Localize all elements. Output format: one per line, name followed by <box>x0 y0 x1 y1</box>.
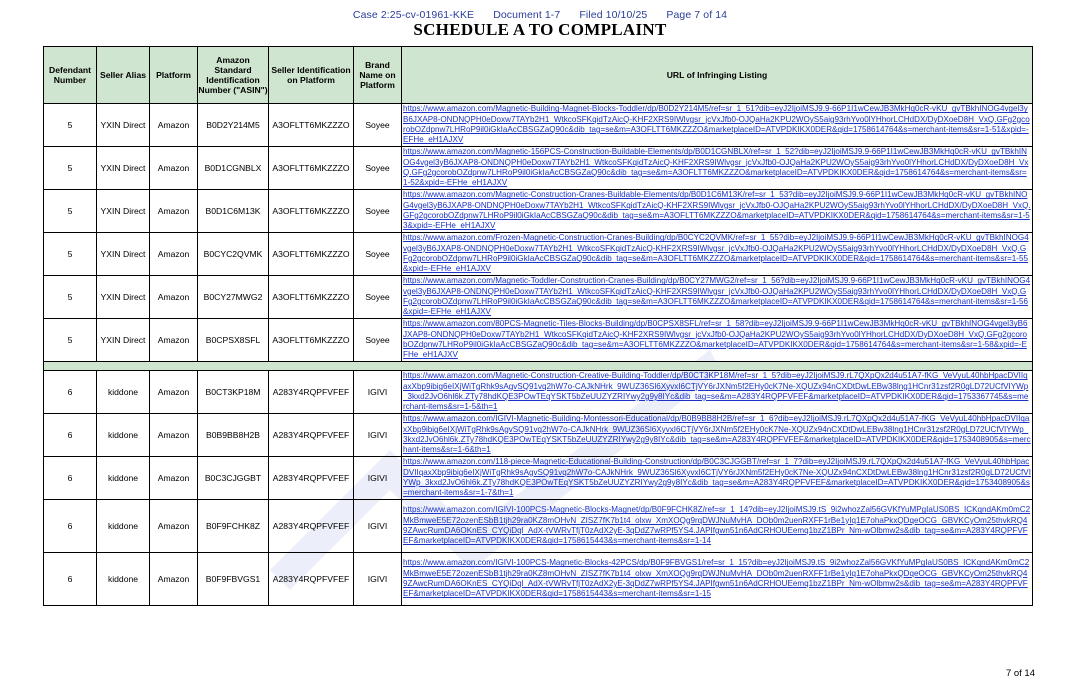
table-body <box>44 104 1033 606</box>
group-separator <box>44 362 1033 371</box>
table-row <box>44 553 1033 606</box>
cell-defendant: 6 <box>44 500 97 553</box>
listing-url-link[interactable]: https://www.amazon.com/Magnetic-Construction-Creative-Building-Toddler/dp/B0CT3KP18M/ref=sr_1_5?dib=eyJ2IjoiMSJ9.rL7QXpQx2d4u51A7-fKG_VeVyuL40hbHpacDVIIqaxXbp9ibig6eIXjWiTgRhk9sAgvSQ91vq2hW7o-CAJkNHrk_9WUZ36Sl6XyvxI6CTjVY6rJXNm5f2EHy0cK7Ne-XQUZx94nCXDtDwLEBw38lng1HCnr31zsf2R0gLD72UCfVIYWp_3kxd2JvO6hl6k.ZTy78hdKQE3POwTEqYSKT5bZeUUZYZRIYwy2g9y8IYc&dib_tag=se&m=A283Y4RQPFVFEF&marketplaceID=ATVPDKIKX0DER&qid=1753367745&s=merchant-items&sr=1-5&th=1 <box>402 371 1033 414</box>
case-number: Case 2:25-cv-01961-KKE <box>352 9 475 21</box>
cell-seller-id: A3OFLTT6MKZZZO <box>269 190 354 233</box>
schedule-table <box>43 46 1033 606</box>
cell-brand: Soyee <box>354 147 402 190</box>
listing-url-link[interactable]: https://www.amazon.com/Magnetic-Construction-Cranes-Buildable-Elements/dp/B0D1C6M13K/ref=sr_1_53?dib=eyJ2IjoiMSJ9.9-66P1I1wCewJB3MkHq0cR-vKU_gvTBkhINOG4vgel3yB6JXAP8-ONDNQPH0eDoxw7TAYb2H1_WtkcoSFKqidTzAicQ-KHF2XRS9IWlvgsr_jcVxJfb0-OJQaHa2KPU2WOyS5aig93rhYvo0lYHhorLCHdDX/DyDXoeD8H_VxQ.GFg2gcorobOZdpnw7LHRoP9il0iGkIaAcCBSGZaQ90c&dib_tag=se&m=A3OFLTT6MKZZZO&marketplaceID=ATVPDKIKX0DER&qid=1758614764&s=merchant-items&sr=1-53&xpid=-EFHe_eH1AJXV <box>402 190 1033 233</box>
cell-defendant: 5 <box>44 319 97 362</box>
cell-defendant: 5 <box>44 233 97 276</box>
cell-platform: Amazon <box>150 233 198 276</box>
cell-asin: B0F9FBVGS1 <box>198 553 269 606</box>
page-title: SCHEDULE A TO COMPLAINT <box>413 20 667 39</box>
cell-platform: Amazon <box>150 371 198 414</box>
cell-brand: IGIVI <box>354 500 402 553</box>
cell-seller-id: A3OFLTT6MKZZZO <box>269 319 354 362</box>
cell-seller-id: A283Y4RQPFVFEF <box>269 371 354 414</box>
cell-alias: YXIN Direct <box>97 276 150 319</box>
cell-brand: Soyee <box>354 233 402 276</box>
cell-seller-id: A283Y4RQPFVFEF <box>269 457 354 500</box>
cell-asin: B0CYC2QVMK <box>198 233 269 276</box>
cell-brand: IGIVI <box>354 457 402 500</box>
cell-asin: B0CT3KP18M <box>198 371 269 414</box>
table-row <box>44 319 1033 362</box>
cell-platform: Amazon <box>150 319 198 362</box>
listing-url-link[interactable]: https://www.amazon.com/Magnetic-Building-Magnet-Blocks-Toddler/dp/B0D2Y214M5/ref=sr_1_51?dib=eyJ2IjoiMSJ9.9-66P1I1wCewJB3MkHq0cR-vKU_gvTBkhINOG4vgel3yB6JXAP8-ONDNQPH0eDoxw7TAYb2H1_WtkcoSFKqidTzAicQ-KHF2XRS9IWlvgsr_jcVxJfb0-OJQaHa2KPU2WOyS5aig93rhYvo0lYHhorLCHdDX/DyDXoeD8H_VxQ.GFg2gcorobOZdpnw7LHRoP9il0iGkIaAcCBSGZaQ90c&dib_tag=se&m=A3OFLTT6MKZZZO&marketplaceID=ATVPDKIKX0DER&qid=1758614764&s=merchant-items&sr=1-51&xpid=-EFHe_eH1AJXV <box>402 104 1033 147</box>
document-number: Document 1-7 <box>493 9 561 21</box>
table-header-row <box>44 47 1033 104</box>
cell-defendant: 5 <box>44 104 97 147</box>
cell-alias: YXIN Direct <box>97 233 150 276</box>
listing-url-link[interactable]: https://www.amazon.com/80PCS-Magnetic-Tiles-Blocks-Building/dp/B0CPSX8SFL/ref=sr_1_58?dib=eyJ2IjoiMSJ9.9-66P1I1wCewJB3MkHq0cR-vKU_gvTBkhINOG4vgel3yB6JXAP8-ONDNQPH0eDoxw7TAYb2H1_WtkcoSFKqidTzAicQ-KHF2XRS9IWlvgsr_jcVxJfb0-OJQaHa2KPU2WOyS5aig93rhYvo0lYHhorLCHdDX/DyDXoeD8H_VxQ.GFg2gcorobOZdpnw7LHRoP9il0iGkIaAcCBSGZaQ90c&dib_tag=se&m=A3OFLTT6MKZZZO&marketplaceID=ATVPDKIKX0DER&qid=1758614764&s=merchant-items&sr=1-58&xpid=-EFHe_eH1AJXV <box>402 319 1033 362</box>
col-header-defendant: Defendant Number <box>44 47 97 104</box>
listing-url-link[interactable]: https://www.amazon.com/Magnetic-156PCS-Construction-Buildable-Elements/dp/B0D1CGNBLX/ref=sr_1_52?dib=eyJ2IjoiMSJ9.9-66P1I1wCewJB3MkHq0cR-vKU_gvTBkhINOG4vgel3yB6JXAP8-ONDNQPH0eDoxw7TAYb2H1_WtkcoSFKqidTzAicQ-KHF2XRS9IWlvgsr_jcVxJfb0-OJQaHa2KPU2WOyS5aig93rhYvo0lYHhorLCHdDX/DyDXoeD8H_VxQ.GFg2gcorobOZdpnw7LHRoP9il0iGkIaAcCBSGZaQ90c&dib_tag=se&m=A3OFLTT6MKZZZO&marketplaceID=ATVPDKIKX0DER&qid=1758614764&s=merchant-items&sr=1-52&xpid=-EFHe_eH1AJXV <box>402 147 1033 190</box>
listing-url-link[interactable]: https://www.amazon.com/IGIVI-100PCS-Magnetic-Blocks-Magnet/dp/B0F9FCHK8Z/ref=sr_1_14?dib=eyJ2IjoiMSJ9.tS_9i2whozZal56GVKfYuMPgIaUS0BS_ICKqndAKm0mC2MkBmweE5E72ozenESbB1tjh29ra0KZ8mOHvN_ZISZ7fK7b1t4_olxw_XmXOQg9rqDWJNuMvHA_DOb0m2uenRXFF1rBe1yIq1E7ohaPkxQDqeOCG_GBVKCyOm25thvkRQ49ZAwcRumDA6OKnES_CYQiDql_AdX-tVWRvTfjT0zAdX2yE-3qDdZ7wRPf5YS4.JAPIfgwn51n6AdCRHOUEemq1bzZ1BPr_Nm-wOlbmw2s&dib_tag=se&m=A283Y4RQPFVFEF&marketplaceID=ATVPDKIKX0DER&qid=1758615443&s=merchant-items&sr=1-14 <box>402 500 1033 553</box>
table-row <box>44 500 1033 553</box>
col-header-asin: Amazon Standard Identification Number ("ASIN") <box>198 47 269 104</box>
page-indicator: Page 7 of 14 <box>666 9 728 21</box>
cell-platform: Amazon <box>150 104 198 147</box>
cell-asin: B0B9BB8H2B <box>198 414 269 457</box>
cell-platform: Amazon <box>150 147 198 190</box>
cell-asin: B0D1C6M13K <box>198 190 269 233</box>
cell-alias: kiddone <box>97 500 150 553</box>
table-row <box>44 371 1033 414</box>
cell-alias: YXIN Direct <box>97 104 150 147</box>
page-footer: 7 of 14 <box>1005 668 1035 679</box>
cell-asin: B0F9FCHK8Z <box>198 500 269 553</box>
cell-seller-id: A283Y4RQPFVFEF <box>269 414 354 457</box>
cell-seller-id: A3OFLTT6MKZZZO <box>269 104 354 147</box>
cell-alias: kiddone <box>97 371 150 414</box>
cell-seller-id: A3OFLTT6MKZZZO <box>269 147 354 190</box>
group-separator-row <box>44 362 1033 371</box>
cell-seller-id: A3OFLTT6MKZZZO <box>269 276 354 319</box>
table-row <box>44 104 1033 147</box>
listing-url-link[interactable]: https://www.amazon.com/Frozen-Magnetic-Construction-Cranes-Building/dp/B0CYC2QVMK/ref=sr_1_55?dib=eyJ2IjoiMSJ9.9-66P1I1wCewJB3MkHq0cR-vKU_gvTBkhINOG4vgel3yB6JXAP8-ONDNQPH0eDoxw7TAYb2H1_WtkcoSFKqidTzAicQ-KHF2XRS9IWlvgsr_jcVxJfb0-OJQaHa2KPU2WOyS5aig93rhYvo0lYHhorLCHdDX/DyDXoeD8H_VxQ.GFg2gcorobOZdpnw7LHRoP9il0iGkIaAcCBSGZaQ90c&dib_tag=se&m=A3OFLTT6MKZZZO&marketplaceID=ATVPDKIKX0DER&qid=1758614764&s=merchant-items&sr=1-55&xpid=-EFHe_eH1AJXV <box>402 233 1033 276</box>
table-row <box>44 414 1033 457</box>
cell-platform: Amazon <box>150 500 198 553</box>
cell-asin: B0D2Y214M5 <box>198 104 269 147</box>
cell-platform: Amazon <box>150 414 198 457</box>
cell-defendant: 6 <box>44 553 97 606</box>
cell-alias: kiddone <box>97 457 150 500</box>
cell-brand: Soyee <box>354 276 402 319</box>
cell-asin: B0D1CGNBLX <box>198 147 269 190</box>
cell-defendant: 6 <box>44 371 97 414</box>
cell-platform: Amazon <box>150 553 198 606</box>
col-header-brand: Brand Name on Platform <box>354 47 402 104</box>
listing-url-link[interactable]: https://www.amazon.com/Magnetic-Toddler-Construction-Cranes-Building/dp/B0CY27MWG2/ref=sr_1_56?dib=eyJ2IjoiMSJ9.9-66P1I1wCewJB3MkHq0cR-vKU_gvTBkhINOG4vgel3yB6JXAP8-ONDNQPH0eDoxw7TAYb2H1_WtkcoSFKqidTzAicQ-KHF2XRS9IWlvgsr_jcVxJfb0-OJQaHa2KPU2WOyS5aig93rhYvo0lYHhorLCHdDX/DyDXoeD8H_VxQ.GFg2gcorobOZdpnw7LHRoP9il0iGkIaAcCBSGZaQ90c&dib_tag=se&m=A3OFLTT6MKZZZO&marketplaceID=ATVPDKIKX0DER&qid=1758614764&s=merchant-items&sr=1-56&xpid=-EFHe_eH1AJXV <box>402 276 1033 319</box>
cell-brand: IGIVI <box>354 414 402 457</box>
table-row <box>44 147 1033 190</box>
table-row <box>44 276 1033 319</box>
cell-asin: B0CY27MWG2 <box>198 276 269 319</box>
cell-alias: kiddone <box>97 553 150 606</box>
cell-asin: B0C3CJGGBT <box>198 457 269 500</box>
cell-seller-id: A3OFLTT6MKZZZO <box>269 233 354 276</box>
cell-brand: IGIVI <box>354 553 402 606</box>
cell-brand: Soyee <box>354 319 402 362</box>
filed-date: Filed 10/10/25 <box>579 9 648 21</box>
cell-brand: Soyee <box>354 190 402 233</box>
cell-defendant: 5 <box>44 276 97 319</box>
cell-defendant: 5 <box>44 147 97 190</box>
cell-alias: YXIN Direct <box>97 147 150 190</box>
cell-platform: Amazon <box>150 276 198 319</box>
cell-brand: IGIVI <box>354 371 402 414</box>
cell-asin: B0CPSX8SFL <box>198 319 269 362</box>
cell-seller-id: A283Y4RQPFVFEF <box>269 500 354 553</box>
table-row <box>44 190 1033 233</box>
cell-platform: Amazon <box>150 457 198 500</box>
col-header-seller-id: Seller Identification on Platform <box>269 47 354 104</box>
cell-alias: kiddone <box>97 414 150 457</box>
cell-defendant: 6 <box>44 457 97 500</box>
listing-url-link[interactable]: https://www.amazon.com/IGIVI-Magnetic-Building-Montessori-Educational/dp/B0B9BB8H2B/ref=sr_1_6?dib=eyJ2IjoiMSJ9.rL7QXpQx2d4u51A7-fKG_VeVyuL40hbHpacDVIIqaxXbp9ibig6eIXjWiTgRhk9sAgvSQ91vq2hW7o-CAJkNHrk_9WUZ36Sl6XyvxI6CTjVY6rJXNm5f2EHy0cK7Ne-XQUZx94nCXDtDwLEBw38lng1HCnr31zsf2R0gLD72UCfVIYWp_3kxd2JvO6hl6k.ZTy78hdKQE3POwTEqYSKT5bZeUUZYZRIYwy2g9y8IYc&dib_tag=se&m=A283Y4RQPFVFEF&marketplaceID=ATVPDKIKX0DER&qid=1753408905&s=merchant-items&sr=1-6&th=1 <box>402 414 1033 457</box>
col-header-alias: Seller Alias <box>97 47 150 104</box>
col-header-url: URL of Infringing Listing <box>402 47 1033 104</box>
cell-alias: YXIN Direct <box>97 190 150 233</box>
cell-defendant: 6 <box>44 414 97 457</box>
listing-url-link[interactable]: https://www.amazon.com/IGIVI-100PCS-Magnetic-Blocks-42PCS/dp/B0F9FBVGS1/ref=sr_1_15?dib=eyJ2IjoiMSJ9.tS_9i2whozZal56GVKfYuMPgIaUS0BS_ICKqndAKm0mC2MkBmweE5E72ozenESbB1tjh29ra0KZ8mOHvN_ZISZ7fK7b1t4_olxw_XmXOQg9rqDWJNuMvHA_DOb0m2uenRXFF1rBe1yIq1E7ohaPkxQDqeOCG_GBVKCyOm25thvkRQ49ZAwcRumDA6OKnES_CYQiDql_AdX-tVWRvTfjT0zAdX2yE-3qDdZ7wRPf5YS4.JAPIfgwn51n6AdCRHOUEemq1bzZ1BPr_Nm-wOlbmw2s&dib_tag=se&m=A283Y4RQPFVFEF&marketplaceID=ATVPDKIKX0DER&qid=1758615443&s=merchant-items&sr=1-15 <box>402 553 1033 606</box>
cell-platform: Amazon <box>150 190 198 233</box>
table-row <box>44 457 1033 500</box>
cell-alias: YXIN Direct <box>97 319 150 362</box>
cell-defendant: 5 <box>44 190 97 233</box>
cell-brand: Soyee <box>354 104 402 147</box>
col-header-platform: Platform <box>150 47 198 104</box>
listing-url-link[interactable]: https://www.amazon.com/118-piece-Magnetic-Educational-Building-Construction/dp/B0C3CJGGBT/ref=sr_1_7?dib=eyJ2IjoiMSJ9.rL7QXpQx2d4u51A7-fKG_VeVyuL40hbHpacDVIIqaxXbp9ibig6eIXjWiTgRhk9sAgvSQ91vq2hW7o-CAJkNHrk_9WUZ36Sl6XyvxI6CTjVY6rJXNm5f2EHy0cK7Ne-XQUZx94nCXDtDwLEBw38lng1HCnr31zsf2R0gLD72UCfVIYWp_3kxd2JvO6hl6k.ZTy78hdKQE3POwTEqYSKT5bZeUUZYZRIYwy2g9y8IYc&dib_tag=se&m=A283Y4RQPFVFEF&marketplaceID=ATVPDKIKX0DER&qid=1753408905&s=merchant-items&sr=1-7&th=1 <box>402 457 1033 500</box>
table-row <box>44 233 1033 276</box>
cell-seller-id: A283Y4RQPFVFEF <box>269 553 354 606</box>
